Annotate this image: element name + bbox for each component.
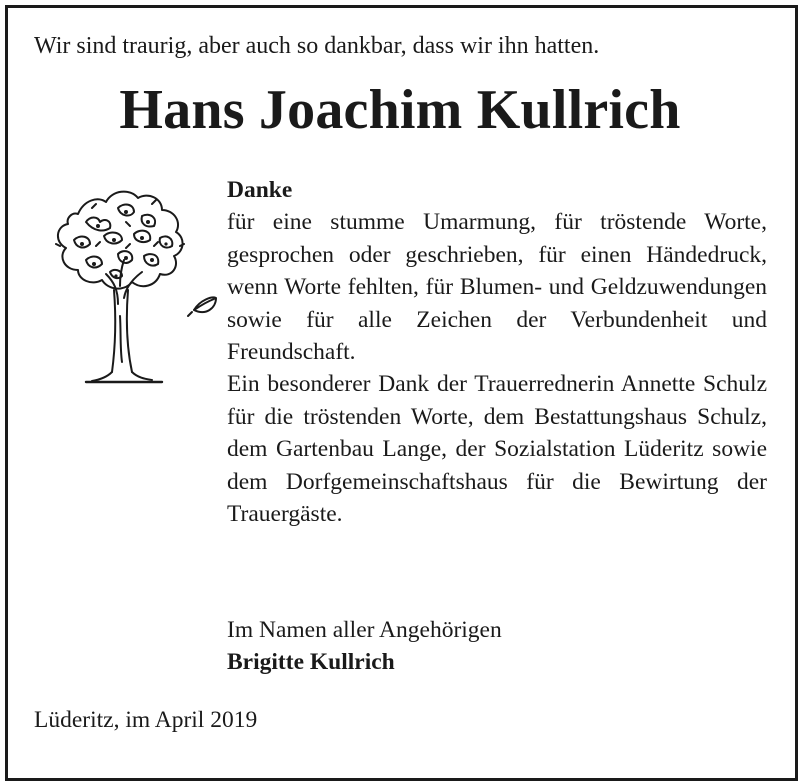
thanks-section [227, 174, 767, 530]
tree-icon [34, 186, 224, 390]
intro-line: Wir sind traurig, aber auch so dankbar, dass wir ihn hatten. [34, 33, 600, 59]
signature-block [227, 614, 502, 679]
signer-name: Brigitte Kullrich [227, 649, 395, 676]
thanks-paragraph-1: für eine stumme Umarmung, für tröstende Worte, gesprochen oder geschrieben, für einen Händedruck, wenn Worte fehlten, für Blumen- und Geldzuwendungen sowie für alle Zeichen der Verbundenheit und Freundschaft. [227, 209, 767, 366]
closing-line: Im Namen aller Angehörigen [227, 617, 502, 643]
place-date: Lüderitz, im April 2019 [34, 707, 258, 733]
deceased-name: Hans Joachim Kullrich [119, 79, 681, 141]
thanks-paragraph-2: Ein besonderer Dank der Trauerrednerin Annette Schulz für die tröstenden Worte, dem Bestattungshaus Schulz, dem Gartenbau Lange, der Sozialstation Lüderitz sowie dem Dorfgemeinschaftshaus für die Bewirtung der Trauergäste. [227, 371, 767, 528]
thanks-heading: Danke [227, 177, 293, 203]
